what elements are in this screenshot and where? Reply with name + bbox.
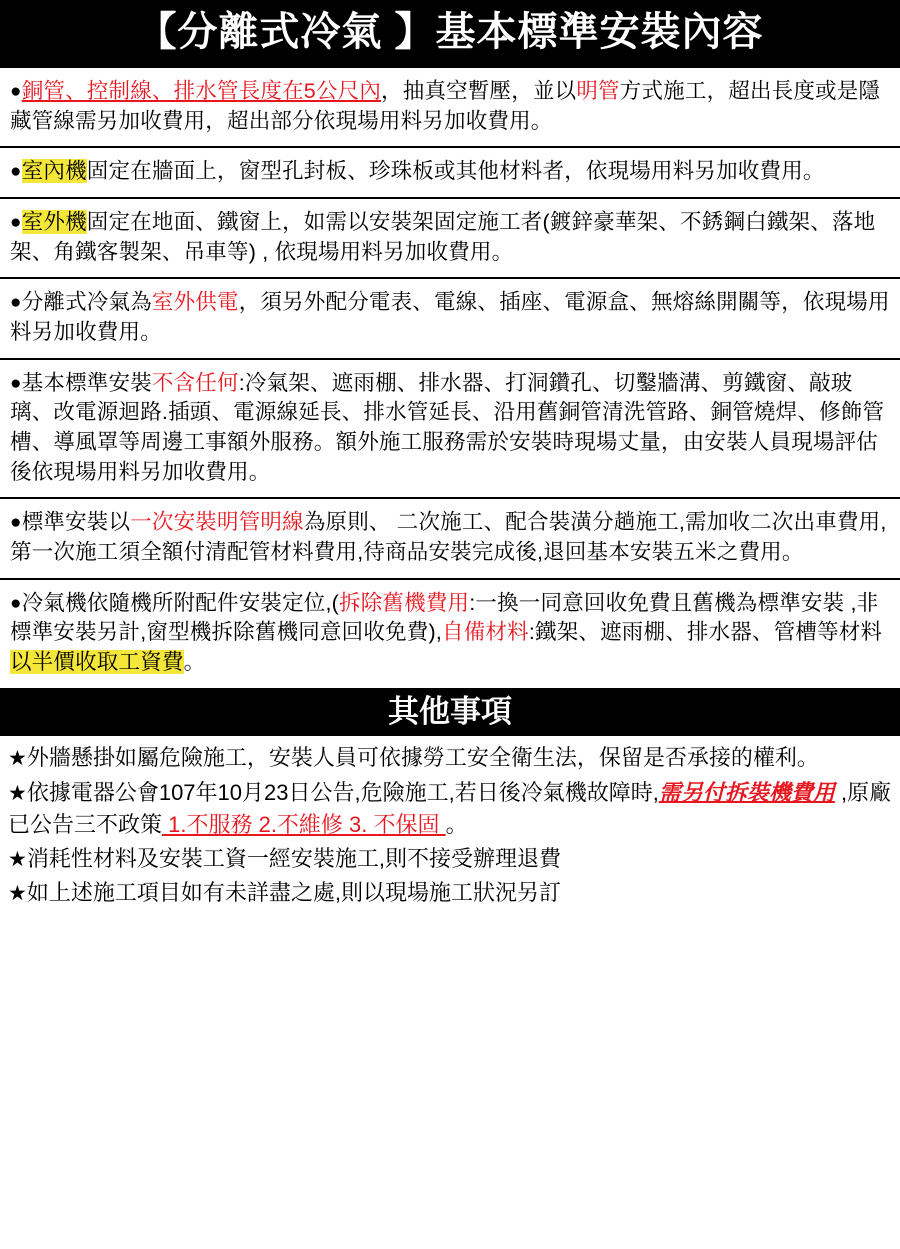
- section-accessories-text-5: 以半價收取工資費: [10, 649, 184, 674]
- section-pipe-length-text-0: 銅管、控制線、排水管長度在5公尺內: [21, 79, 382, 103]
- section-power-supply: [0, 279, 900, 359]
- section-indoor-unit-text-1: 固定在牆面上，窗型孔封板、珍珠板或其他材料者，依現場用料另加收費用。: [86, 159, 825, 184]
- other-items-list: [0, 736, 900, 910]
- other-item-1-text-0: 依據電器公會107年10月23日公告,危險施工,若日後冷氣機故障時,: [26, 779, 659, 805]
- other-item-3: [8, 877, 892, 909]
- section-outdoor-unit-text-1: 固定在地面、鐵窗上，如需以安裝架固定施工者(鍍鋅豪華架、不銹鋼白鐵架、落地架、角鐵客製架、吊車等) , 依現場用料另加收費用。: [10, 209, 876, 264]
- section-pipe-length-text-3: 方式施工，超出長度或是隱藏管線需另加收費用，超出部分依現場用料另加收費用。: [10, 79, 881, 133]
- section-not-included-text-0: 基本標準安裝: [21, 370, 152, 395]
- other-item-1-text-3: 1.不服務 2.不維修 3. 不保固: [162, 812, 446, 838]
- section-pipe-length-text-1: ，抽真空暫壓，並以: [381, 79, 577, 103]
- section-indoor-unit: [0, 148, 900, 199]
- star-icon: ★: [8, 747, 27, 771]
- section-standard-install-text-1: 一次安裝明管明線: [130, 510, 304, 535]
- section-not-included-text-2: :冷氣架、遮雨棚、排水器、打洞鑽孔、切鑿牆溝、剪鐵窗、敲玻璃、改電源迴路.插頭、電源線延長、排水管延長、沿用舊銅管清洗管路、銅管燒焊、修飾管槽、導風罩等周邊工事額外服務。額外施工服務需於安裝時現場丈量，由安裝人員現場評估後依現場用料另加收費用。: [10, 370, 885, 484]
- section-pipe-length-text-2: 明管: [576, 79, 620, 103]
- other-item-2-text-0: 消耗性材料及安裝工資一經安裝施工,則不接受辦理退費: [26, 845, 561, 871]
- other-item-1: [8, 777, 892, 841]
- section-outdoor-unit: [0, 199, 900, 279]
- section-standard-install: [0, 499, 900, 579]
- section-accessories-text-1: 拆除舊機費用: [339, 590, 470, 615]
- other-item-0-text-0: 外牆懸掛如屬危險施工，安裝人員可依據勞工安全衛生法，保留是否承接的權利。: [26, 745, 819, 771]
- other-item-1-text-1: 需另付拆裝機費用: [658, 779, 835, 805]
- bullet-icon: ●: [10, 292, 22, 314]
- section-standard-install-text-0: 標準安裝以: [21, 510, 131, 535]
- other-item-0: [8, 742, 892, 774]
- section-power-supply-text-2: ，須另外配分電表、電線、插座、電源盒、無熔絲開關等，依現場用料另加收費用。: [10, 290, 890, 344]
- section-accessories-text-4: :鐵架、遮雨棚、排水器、管槽等材料: [528, 620, 883, 645]
- bullet-icon: ●: [10, 592, 22, 614]
- section-accessories-text-0: 冷氣機依隨機所附配件安裝定位,(: [21, 590, 340, 615]
- section-accessories-text-3: 自備材料: [442, 620, 529, 645]
- other-item-2: [8, 843, 892, 875]
- star-icon: ★: [8, 882, 27, 906]
- section-not-included: [0, 360, 900, 500]
- section-outdoor-unit-text-0: 室外機: [21, 209, 87, 234]
- terms-sections: [0, 68, 900, 690]
- section-accessories-text-2: :一換一同意回收免費且舊機為標準安裝 ,非標準安裝另計,窗型機拆除舊機同意回收免費),: [10, 590, 879, 645]
- other-section-title: 其他事項: [0, 690, 900, 737]
- section-not-included-text-1: 不含任何: [151, 370, 239, 395]
- other-item-1-text-2: ,原廠已公告三不政策: [8, 779, 892, 838]
- bullet-icon: ●: [10, 372, 22, 394]
- bullet-icon: ●: [10, 512, 22, 534]
- section-accessories: [0, 580, 900, 690]
- page-title: 【分離式冷氣 】基本標準安裝內容: [0, 0, 900, 68]
- star-icon: ★: [8, 847, 27, 871]
- other-item-1-text-4: 。: [445, 812, 468, 838]
- section-power-supply-text-1: 室外供電: [151, 290, 239, 315]
- bullet-icon: ●: [10, 81, 22, 103]
- other-item-3-text-0: 如上述施工項目如有未詳盡之處,則以現場施工狀況另訂: [26, 880, 561, 906]
- section-pipe-length: [0, 68, 900, 148]
- section-power-supply-text-0: 分離式冷氣為: [21, 290, 152, 315]
- star-icon: ★: [8, 781, 27, 805]
- bullet-icon: ●: [10, 212, 22, 234]
- section-standard-install-text-2: 為原則、 二次施工、配合裝潢分趟施工,需加收二次出車費用,第一次施工須全額付清配管材料費用,待商品安裝完成後,退回基本安裝五米之費用。: [10, 510, 887, 564]
- bullet-icon: ●: [10, 161, 22, 183]
- section-indoor-unit-text-0: 室內機: [21, 159, 87, 184]
- section-accessories-text-6: 。: [183, 649, 206, 674]
